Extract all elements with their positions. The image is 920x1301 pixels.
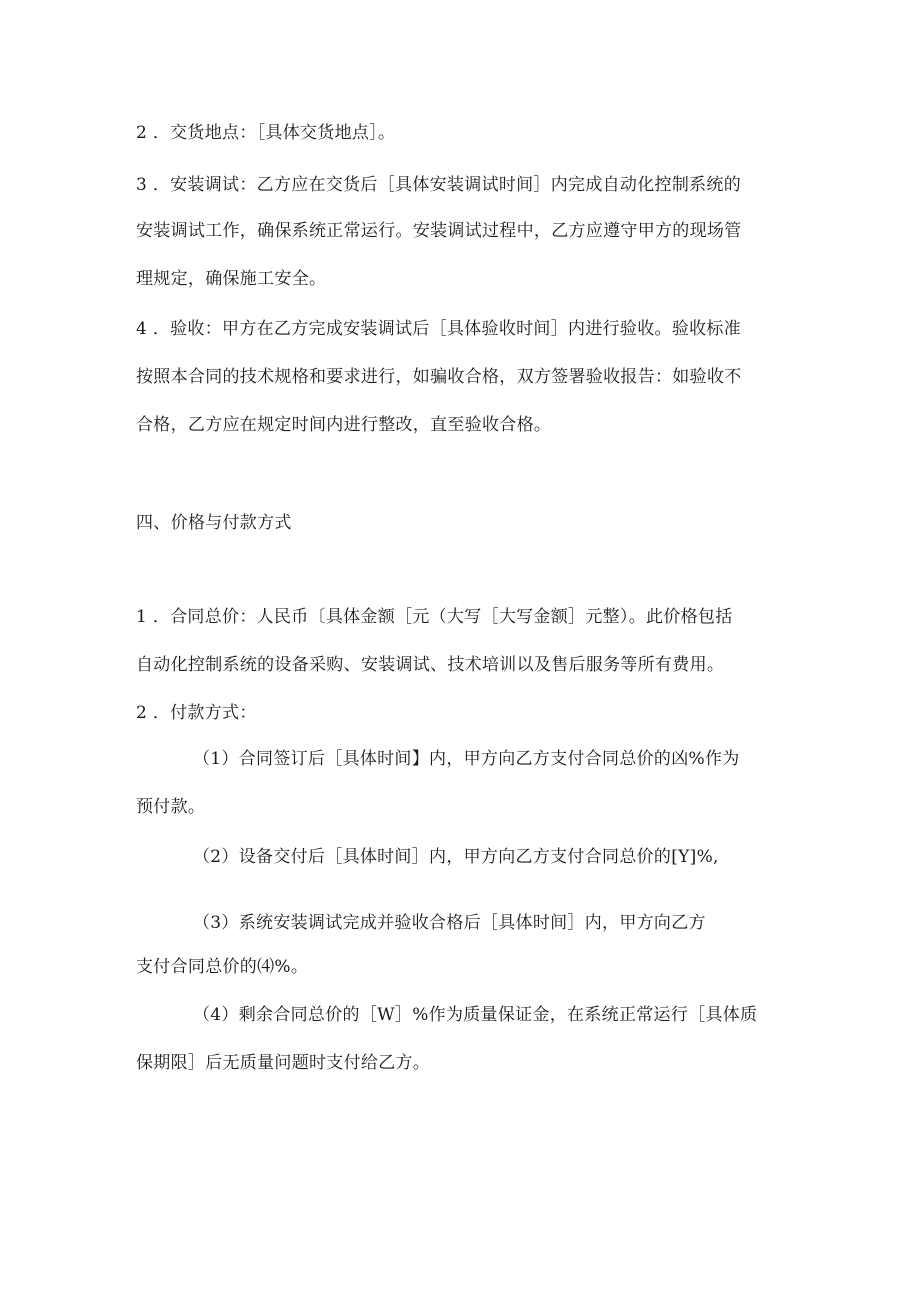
payment-clause-4-line-1: （4）剩余合同总价的［W］%作为质量保证金，在系统正常运行［具体质 [193, 1005, 758, 1025]
payment-clause-2-line-1: （2）设备交付后［具体时间］内，甲方向乙方支付合同总价的[Y]%, [193, 847, 719, 867]
installation-line-2: 安装调试工作，确保系统正常运行。安装调试过程中，乙方应遵守甲方的现场管 [136, 221, 742, 241]
installation-line-3: 理规定，确保施工安全。 [136, 269, 327, 289]
contract-price-line-2: 自动化控制系统的设备采购、安装调试、技术培训以及售后服务等所有费用。 [136, 655, 725, 675]
payment-clause-1-line-2: 预付款。 [136, 797, 206, 817]
payment-clause-4-line-2: 保期限］后无质量问题时支付给乙方。 [136, 1053, 431, 1073]
installation-line-1: 3 ．安装调试：乙方应在交货后［具体安装调试时间］内完成自动化控制系统的 [136, 175, 742, 195]
payment-clause-1-line-1: （1）合同签订后［具体时间】内，甲方向乙方支付合同总价的凶%作为 [193, 749, 740, 769]
section-heading: 四、价格与付款方式 [136, 513, 292, 533]
payment-clause-3-line-2: 支付合同总价的⑷%。 [136, 957, 309, 977]
acceptance-line-2: 按照本合同的技术规格和要求进行，如骗收合格，双方签署验收报告：如验收不 [136, 367, 742, 387]
contract-price-line-1: 1 ．合同总价：人民币〔具体金额［元（大写［大写金额］元整）。此价格包括 [136, 607, 733, 627]
payment-method-heading: 2 ．付款方式： [136, 703, 257, 723]
payment-clause-3-line-1: （3）系统安装调试完成并验收合格后［具体时间］内，甲方向乙方 [193, 913, 706, 933]
delivery-location-line: 2 ．交货地点：［具体交货地点］。 [136, 123, 396, 143]
acceptance-line-1: 4 ．验收：甲方在乙方完成安装调试后［具体验收时间］内进行验收。验收标准 [136, 319, 742, 339]
acceptance-line-3: 合格，乙方应在规定时间内进行整改，直至验收合格。 [136, 415, 552, 435]
